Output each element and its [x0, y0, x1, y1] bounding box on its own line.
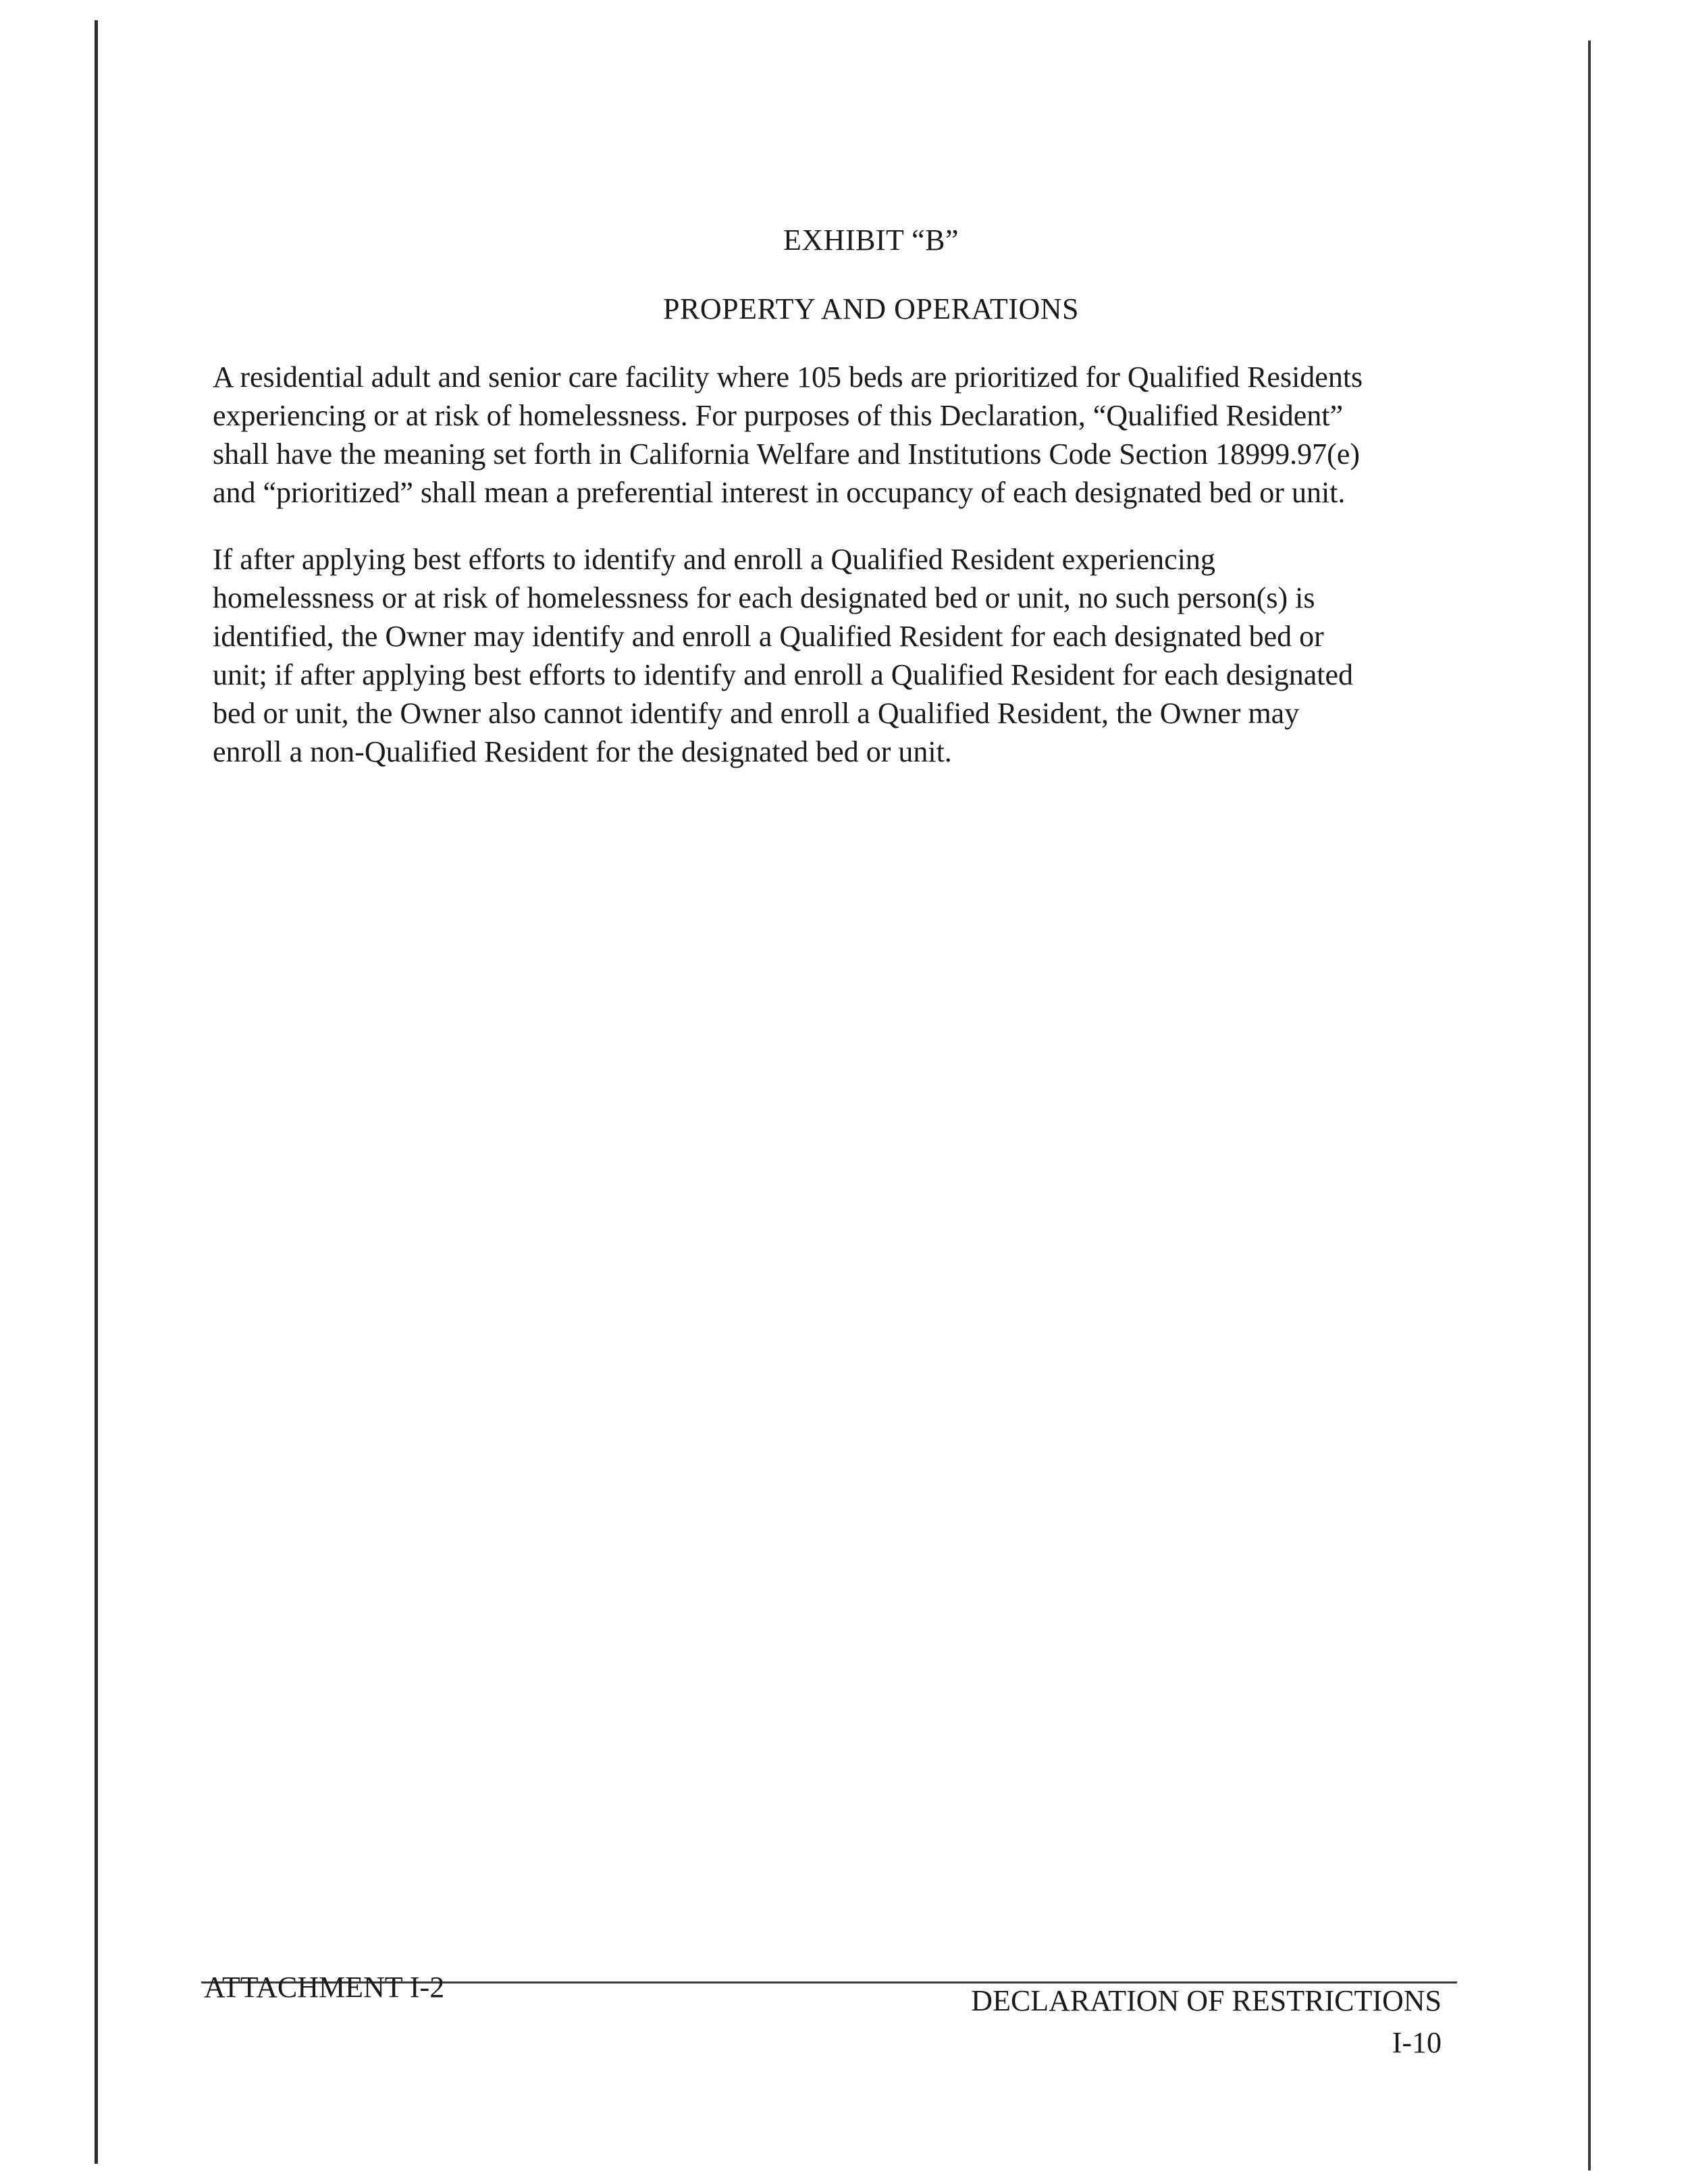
paragraph-line: and “prioritized” shall mean a preferential interest in occupancy of each designated bed or unit. [213, 476, 1346, 509]
paragraph-line: If after applying best efforts to identify and enroll a Qualified Resident experiencing [213, 543, 1215, 576]
footer-attachment-label: ATTACHMENT I-2 [204, 1971, 445, 2004]
paragraph-line: shall have the meaning set forth in California Welfare and Institutions Code Section 18999.97(e) [213, 437, 1361, 471]
page-number: I-10 [1392, 2026, 1442, 2059]
scan-edge-right [1588, 41, 1591, 2170]
scan-edge-left [95, 20, 98, 2164]
paragraph-line: A residential adult and senior care facility where 105 beds are prioritized for Qualified Residents [213, 361, 1363, 394]
section-title: PROPERTY AND OPERATIONS [663, 292, 1079, 325]
paragraph-line: homelessness or at risk of homelessness for each designated bed or unit, no such person(s) is [213, 581, 1315, 614]
paragraph-line: unit; if after applying best efforts to identify and enroll a Qualified Resident for each designated [213, 658, 1353, 691]
paragraph-line: identified, the Owner may identify and enroll a Qualified Resident for each designated bed or [213, 620, 1324, 653]
paragraph-line: enroll a non-Qualified Resident for the designated bed or unit. [213, 735, 952, 768]
footer-document-name: DECLARATION OF RESTRICTIONS [971, 1984, 1442, 2017]
exhibit-title: EXHIBIT “B” [783, 223, 959, 257]
paragraph-line: bed or unit, the Owner also cannot identify and enroll a Qualified Resident, the Owner may [213, 697, 1300, 730]
paragraph-2 [213, 540, 1455, 771]
paragraph-line: experiencing or at risk of homelessness. For purposes of this Declaration, “Qualified Resident” [213, 399, 1343, 432]
paragraph-1 [213, 358, 1455, 512]
